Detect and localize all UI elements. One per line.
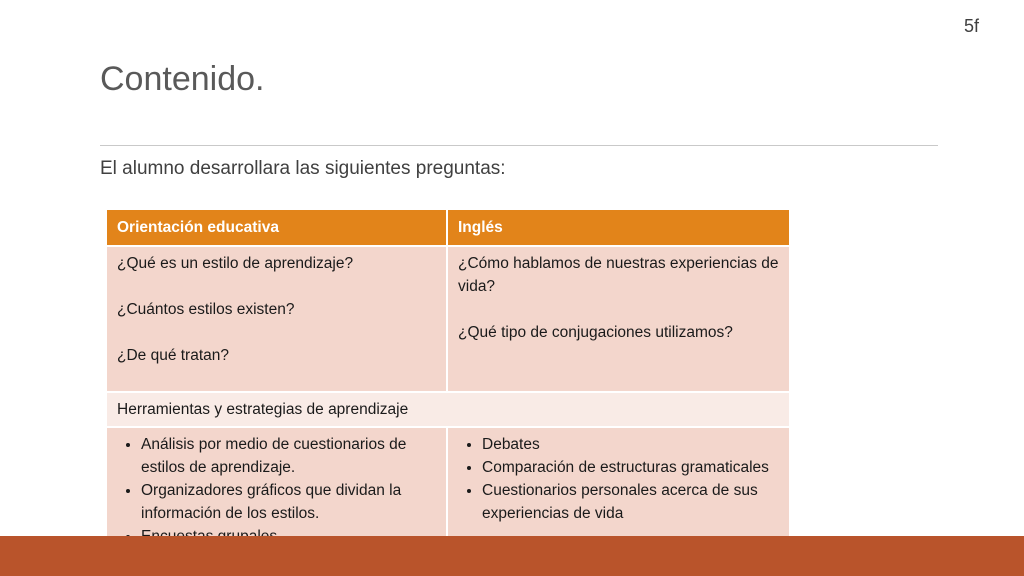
- question-item: ¿Qué es un estilo de aprendizaje?: [117, 255, 354, 272]
- question-item: ¿Cómo hablamos de nuestras experiencias de vida?: [458, 255, 779, 295]
- tools-cell-right: [447, 427, 790, 554]
- content-table: [105, 208, 791, 555]
- slide-title: Contenido.: [100, 60, 265, 98]
- questions-cell-left: [106, 246, 447, 392]
- tools-cell-left: [106, 427, 447, 554]
- tools-list-left: [117, 433, 436, 548]
- question-item: ¿Cuántos estilos existen?: [117, 301, 295, 318]
- list-item: • Comparación de estructuras gramaticales: [482, 456, 779, 479]
- footer-band: [0, 536, 1024, 576]
- list-item: • Organizadores gráficos que dividan la información de los estilos.: [141, 479, 436, 525]
- list-item: • Debates: [482, 433, 779, 456]
- section-label: Herramientas y estrategias de aprendizaje: [106, 392, 790, 427]
- tools-row: [106, 427, 790, 554]
- table-header-row: [106, 209, 790, 246]
- questions-row: [106, 246, 790, 392]
- section-row: [106, 392, 790, 427]
- slide-subtitle: El alumno desarrollara las siguientes preguntas:: [100, 158, 506, 179]
- list-item: • Cuestionarios personales acerca de sus experiencias de vida: [482, 479, 779, 525]
- header-ingles: Inglés: [447, 209, 790, 246]
- list-item: • Análisis por medio de cuestionarios de estilos de aprendizaje.: [141, 433, 436, 479]
- questions-cell-right: [447, 246, 790, 392]
- title-divider: [100, 145, 938, 146]
- header-orientacion: Orientación educativa: [106, 209, 447, 246]
- slide-number: 5f: [963, 16, 979, 36]
- question-item: ¿De qué tratan?: [117, 347, 230, 364]
- tools-list-right: [458, 433, 779, 525]
- question-item: ¿Qué tipo de conjugaciones utilizamos?: [458, 324, 733, 341]
